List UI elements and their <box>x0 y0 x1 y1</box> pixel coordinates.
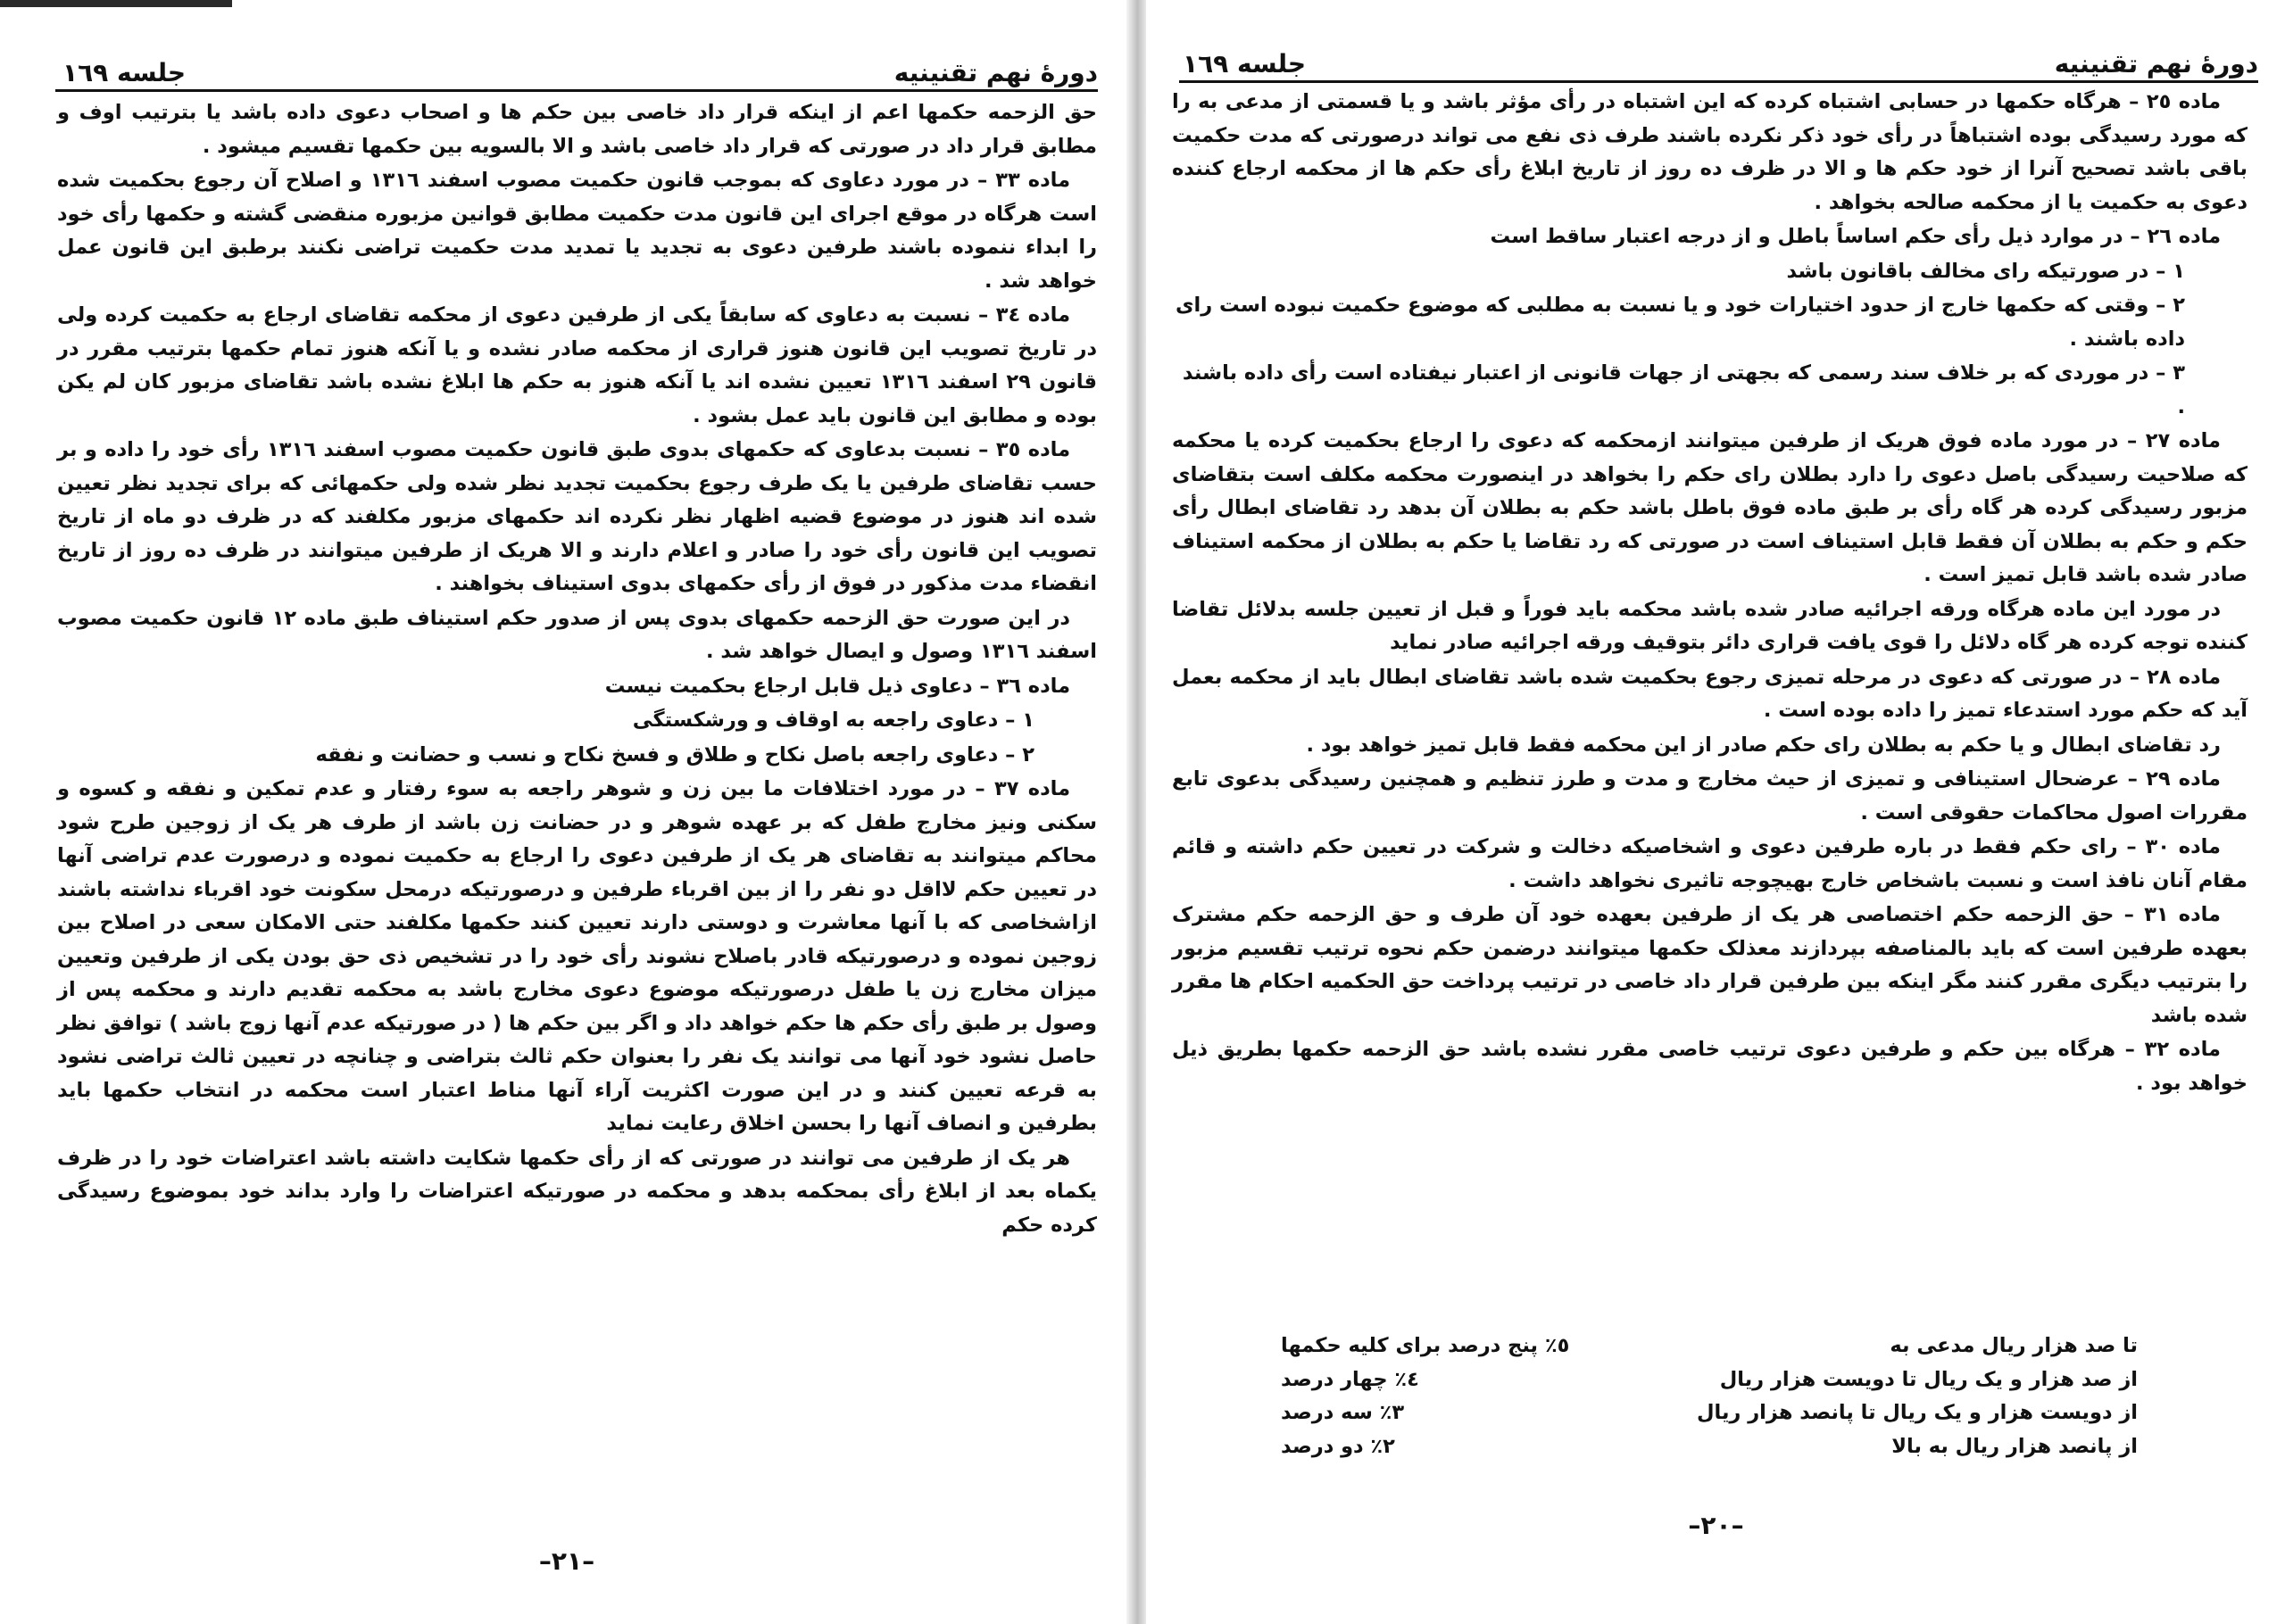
list-item: ٢ – وقتی که حکمها خارج از حدود اختیارات خود و یا نسبت به مطلبی که موضوع حکمیت نبوده است رای داده باشند . <box>1175 294 2185 351</box>
paragraph: ماده ٣٤ – نسبت به دعاوی که سابقاً یکی از طرفین دعوی از محکمه تقاضای ارجاع به حکمیت کرده ولی در تاریخ تصویب این قانون هنوز قراری از محکمه صادر نشده و یا آنکه هنوز تمام حکمها بترتیب مقرر در قانون ٢٩ اسفند ١٣١٦ تعیین نشده اند یا آنکه هنوز به حکم ها ابلاغ نشده باشد تقاضای مزبور کان لم یکن بوده و مطابق این قانون باید عمل بشود . <box>57 303 1097 427</box>
page-header <box>0 52 1134 87</box>
fee-row <box>1281 1396 2200 1430</box>
paragraph: ماده ٢٥ – هرگاه حکمها در حسابی اشتباه کرده که این اشتباه در رأی مؤثر باشد و یا قسمتی از مدعی به را که مورد رسیدگی بوده اشتباهاً در رأی خود ذکر نکرده باشند طرف ذی نفع می تواند درصورتی که مدت حکمیت باقی باشد تصحیح آنرا از خود حکم ها و الا در ظرف ده روز از تاریخ ابلاغ رأی حکم ها از محکمه ارجاع کننده دعوی به حکمیت یا از محکمه صالحه بخواهد . <box>1172 90 2248 214</box>
scan-edge <box>0 0 232 7</box>
fee-range: از صد هزار و یک ریال تا دویست هزار ریال <box>1719 1367 2138 1391</box>
page-number: –٢١– <box>538 1546 595 1576</box>
fee-row <box>1281 1430 2200 1464</box>
paragraph: ماده ٢٨ – در صورتی که دعوی در مرحله تمیزی رجوع بحکمیت شده باشد تقاضای ابطال باید از محکمه بعمل آید که حکم مورد استدعاء تمیز را داده بوده است . <box>1172 665 2248 722</box>
paragraph: ماده ٢٧ – در مورد ماده فوق هریک از طرفین میتوانند ازمحکمه که دعوی را ارجاع بحکمیت کرده یا محکمه که صلاحیت رسیدگی باصل دعوی را دارد بطلان رای حکم را بخواهد در اینصورت محکمه مکلف است بتقاضای مزبور رسیدگی کرده هر گاه رأی بر طبق ماده فوق باطل باشد حکم به بطلان آن بدهد رد تقاضای ابطال رأی حکم و حکم به بطلان آن فقط قابل استیناف است در صورتی که رد تقاضا یا حکم به بطلان از محکمه استیناف صادر شده باشد قابل تمیز است . <box>1172 429 2248 586</box>
left-page <box>0 0 1134 1624</box>
fee-range: از پانصد هزار ریال به بالا <box>1891 1434 2138 1458</box>
fee-rate: ٥٪ پنج درصد برای کلیه حکمها <box>1281 1334 1570 1357</box>
fee-rate: ٣٪ سه درصد <box>1281 1401 1405 1424</box>
fee-row <box>1281 1363 2200 1397</box>
right-body-text <box>1172 86 2248 1101</box>
paragraph: در این صورت حق الزحمه حکمهای بدوی پس از صدور حکم استیناف طبق ماده ١٢ قانون حکمیت مصوب اسفند ١٣١٦ وصول و ایصال خواهد شد . <box>57 606 1097 663</box>
session-number: جلسه ١٦٩ <box>1183 49 1307 79</box>
list-item: ٢ – دعاوی راجعه باصل نکاح و طلاق و فسخ نکاح و نسب و حضانت و نفقه <box>315 742 1034 766</box>
paragraph: ماده ٢٩ – عرضحال استینافی و تمیزی از حیث مخارج و مدت و طرز تنظیم و همچنین رسیدگی بدعوی تابع مقررات اصول محاکمات حقوقی است . <box>1172 767 2248 824</box>
fee-rate: ٤٪ چهار درصد <box>1281 1367 1419 1391</box>
paragraph: ماده ٣٠ – رای حکم فقط در باره طرفین دعوی و اشخاصیکه دخالت و شرکت در تعیین حکم داشته و قائم مقام آنان نافذ است و نسبت باشخاص خارج بهیچوجه تاثیری نخواهد داشت . <box>1172 835 2248 892</box>
paragraph: ماده ٣٦ – دعاوی ذیل قابل ارجاع بحکمیت نیست <box>604 674 1070 698</box>
paragraph: رد تقاضای ابطال و یا حکم به بطلان رای حکم صادر از این محکمه فقط قابل تمیز خواهد بود . <box>1306 733 2221 757</box>
list-item: ١ – در صورتیکه رای مخالف باقانون باشد <box>1786 259 2185 283</box>
paragraph: ماده ٣٧ – در مورد اختلافات ما بین زن و شوهر راجعه به سوء رفتار و عدم تمکین و نفقه و کسوه و سکنی ونیز مخارج طفل که بر عهده شوهر و در حضانت زن باشد از طرف هر یک از زوجین طرح شود محاکم میتوانند به تقاضای هر یک از طرفین دعوی را ارجاع به حکمیت نموده و درصورت عدم تراضی آنها در تعیین حکم لااقل دو نفر را از بین اقرباء طرفین و درصورتیکه درمحل سکونت خود اقرباء نداشته باشند ازاشخاصی که با آنها معاشرت و دوستی دارند تعیین کنند حکمها مکلفند حتی الامکان سعی در اصلاح بین زوجین نموده و درصورتیکه قادر باصلاح نشوند رأی خود را در تشخیص ذی حق بودن یکی از طرفین وتعیین میزان مخارج زن یا طفل درصورتیکه موضوع دعوی مخارج باشد به محکمه تقدیم دارند و محکمه پس از وصول بر طبق رأی حکم ها حکم خواهد داد و اگر بین حکم ها ( در صورتیکه عدم آنها زوج باشد ) توافق نظر حاصل نشود خود آنها می توانند یک نفر را بعنوان حکم ثالث بتراضی و چنانچه در تعیین ثالث تراضی نشود به قرعه تعیین کنند و در این صورت اکثریت آراء آنها مناط اعتبار است محکمه در انتخاب حکمها باید بطرفین و انصاف آنها را بحسن اخلاق رعایت نماید <box>57 777 1097 1135</box>
page-number: –٢٠– <box>1688 1511 1744 1540</box>
paragraph: ماده ٣١ – حق الزحمه حکم اختصاصی هر یک از طرفین بعهده خود آن طرف و حق الزحمه حکم مشترک بعهده طرفین است که باید بالمناصفه بپردازند معذلک حکمها میتوانند درضمن حکم نحوه ترتیب تقسیم مزبور را بترتیب دیگری مقرر کنند مگر اینکه بین طرفین قرار داد خاصی در ترتیب پرداخت حق الحکمیه احکام ها مقرر شده باشد <box>1172 903 2248 1027</box>
journal-title: دورهٔ نهم تقنینیه <box>893 58 1098 87</box>
paragraph: هر یک از طرفین می توانند در صورتی که از رأی حکمها شکایت داشته باشد اعتراضات خود را در ظرف یکماه بعد از ابلاغ رأی بمحکمه بدهد و محکمه در صورتیکه اعتراضات را وارد بداند خود بموضوع رسیدگی کرده حکم <box>57 1146 1097 1237</box>
left-body-text <box>57 96 1097 1243</box>
fee-range: تا صد هزار ریال مدعی به <box>1890 1334 2138 1357</box>
paragraph: حق الزحمه حکمها اعم از اینکه قرار داد خاصی بین حکم ها و اصحاب دعوی داده باشد یا بترتیب اوف و مطابق قرار داد در صورتی که قرار داد خاصی باشد و الا بالسویه بین حکمها تقسیم میشود . <box>57 101 1097 158</box>
page-header <box>1147 43 2285 79</box>
journal-title: دورهٔ نهم تقنینیه <box>2054 49 2258 79</box>
list-item: ١ – دعاوی راجعه به اوقاف و ورشکستگی <box>632 708 1034 732</box>
paragraph: در مورد این ماده هرگاه ورقه اجرائیه صادر شده باشد محکمه باید فوراً و قبل از تعیین جلسه بدلائل تقاضا کننده توجه کرده هر گاه دلائل را قوی یافت قراری دائر بتوقیف ورقه اجرائیه صادر نماید <box>1172 597 2248 654</box>
paragraph: ماده ٣٣ – در مورد دعاوی که بموجب قانون حکمیت مصوب اسفند ١٣١٦ و اصلاح آن رجوع بحکمیت شده است هرگاه در موقع اجرای این قانون مدت حکمیت مطابق قوانین مزبوره منقضی گشته و حکمها رأی خود را ابداء ننموده باشند طرفین دعوی به تجدید یا تمدید مدت حکمیت تراضی نکنند برطبق این قانون عمل خواهد شد . <box>57 169 1097 293</box>
fee-row <box>1281 1330 2200 1363</box>
paragraph: ماده ٣٢ – هرگاه بین حکم و طرفین دعوی ترتیب خاصی مقرر نشده باشد حق الزحمه حکمها بطریق ذیل خواهد بود . <box>1172 1038 2248 1095</box>
list-item: ٣ – در موردی که بر خلاف سند رسمی که بجهتی از جهات قانونی از اعتبار نیفتاده است رأی داده باشند . <box>1182 361 2185 418</box>
paragraph: ماده ٣٥ – نسبت بدعاوی که حکمهای بدوی طبق قانون حکمیت مصوب اسفند ١٣١٦ رأی خود را داده و بر حسب تقاضای طرفین یا یک طرف رجوع بحکمیت تجدید نظر شده ولی حکمهائی که برای تجدید نظر تعیین شده اند هنوز در موضوع قضیه اظهار نظر نکرده اند حکمهای مزبور مکلفند که در ظرف دو ماه از تاریخ تصویب این قانون رأی خود را صادر و اعلام دارند و الا هریک از طرفین میتوانند در ظرف ده روز از تاریخ انقضاء مدت مذکور در فوق از رأی حکمهای بدوی استیناف بخواهند . <box>57 438 1097 595</box>
right-page <box>1147 0 2285 1624</box>
header-rule <box>1179 80 2258 83</box>
fee-schedule <box>1281 1330 2200 1463</box>
session-number: جلسه ١٦٩ <box>62 58 187 87</box>
header-rule <box>55 89 1098 92</box>
fee-rate: ٢٪ دو درصد <box>1281 1434 1395 1458</box>
fee-range: از دویست هزار و یک ریال تا پانصد هزار ریال <box>1696 1401 2138 1424</box>
paragraph: ماده ٢٦ – در موارد ذیل رأی حکم اساساً باطل و از درجه اعتبار ساقط است <box>1490 225 2221 248</box>
